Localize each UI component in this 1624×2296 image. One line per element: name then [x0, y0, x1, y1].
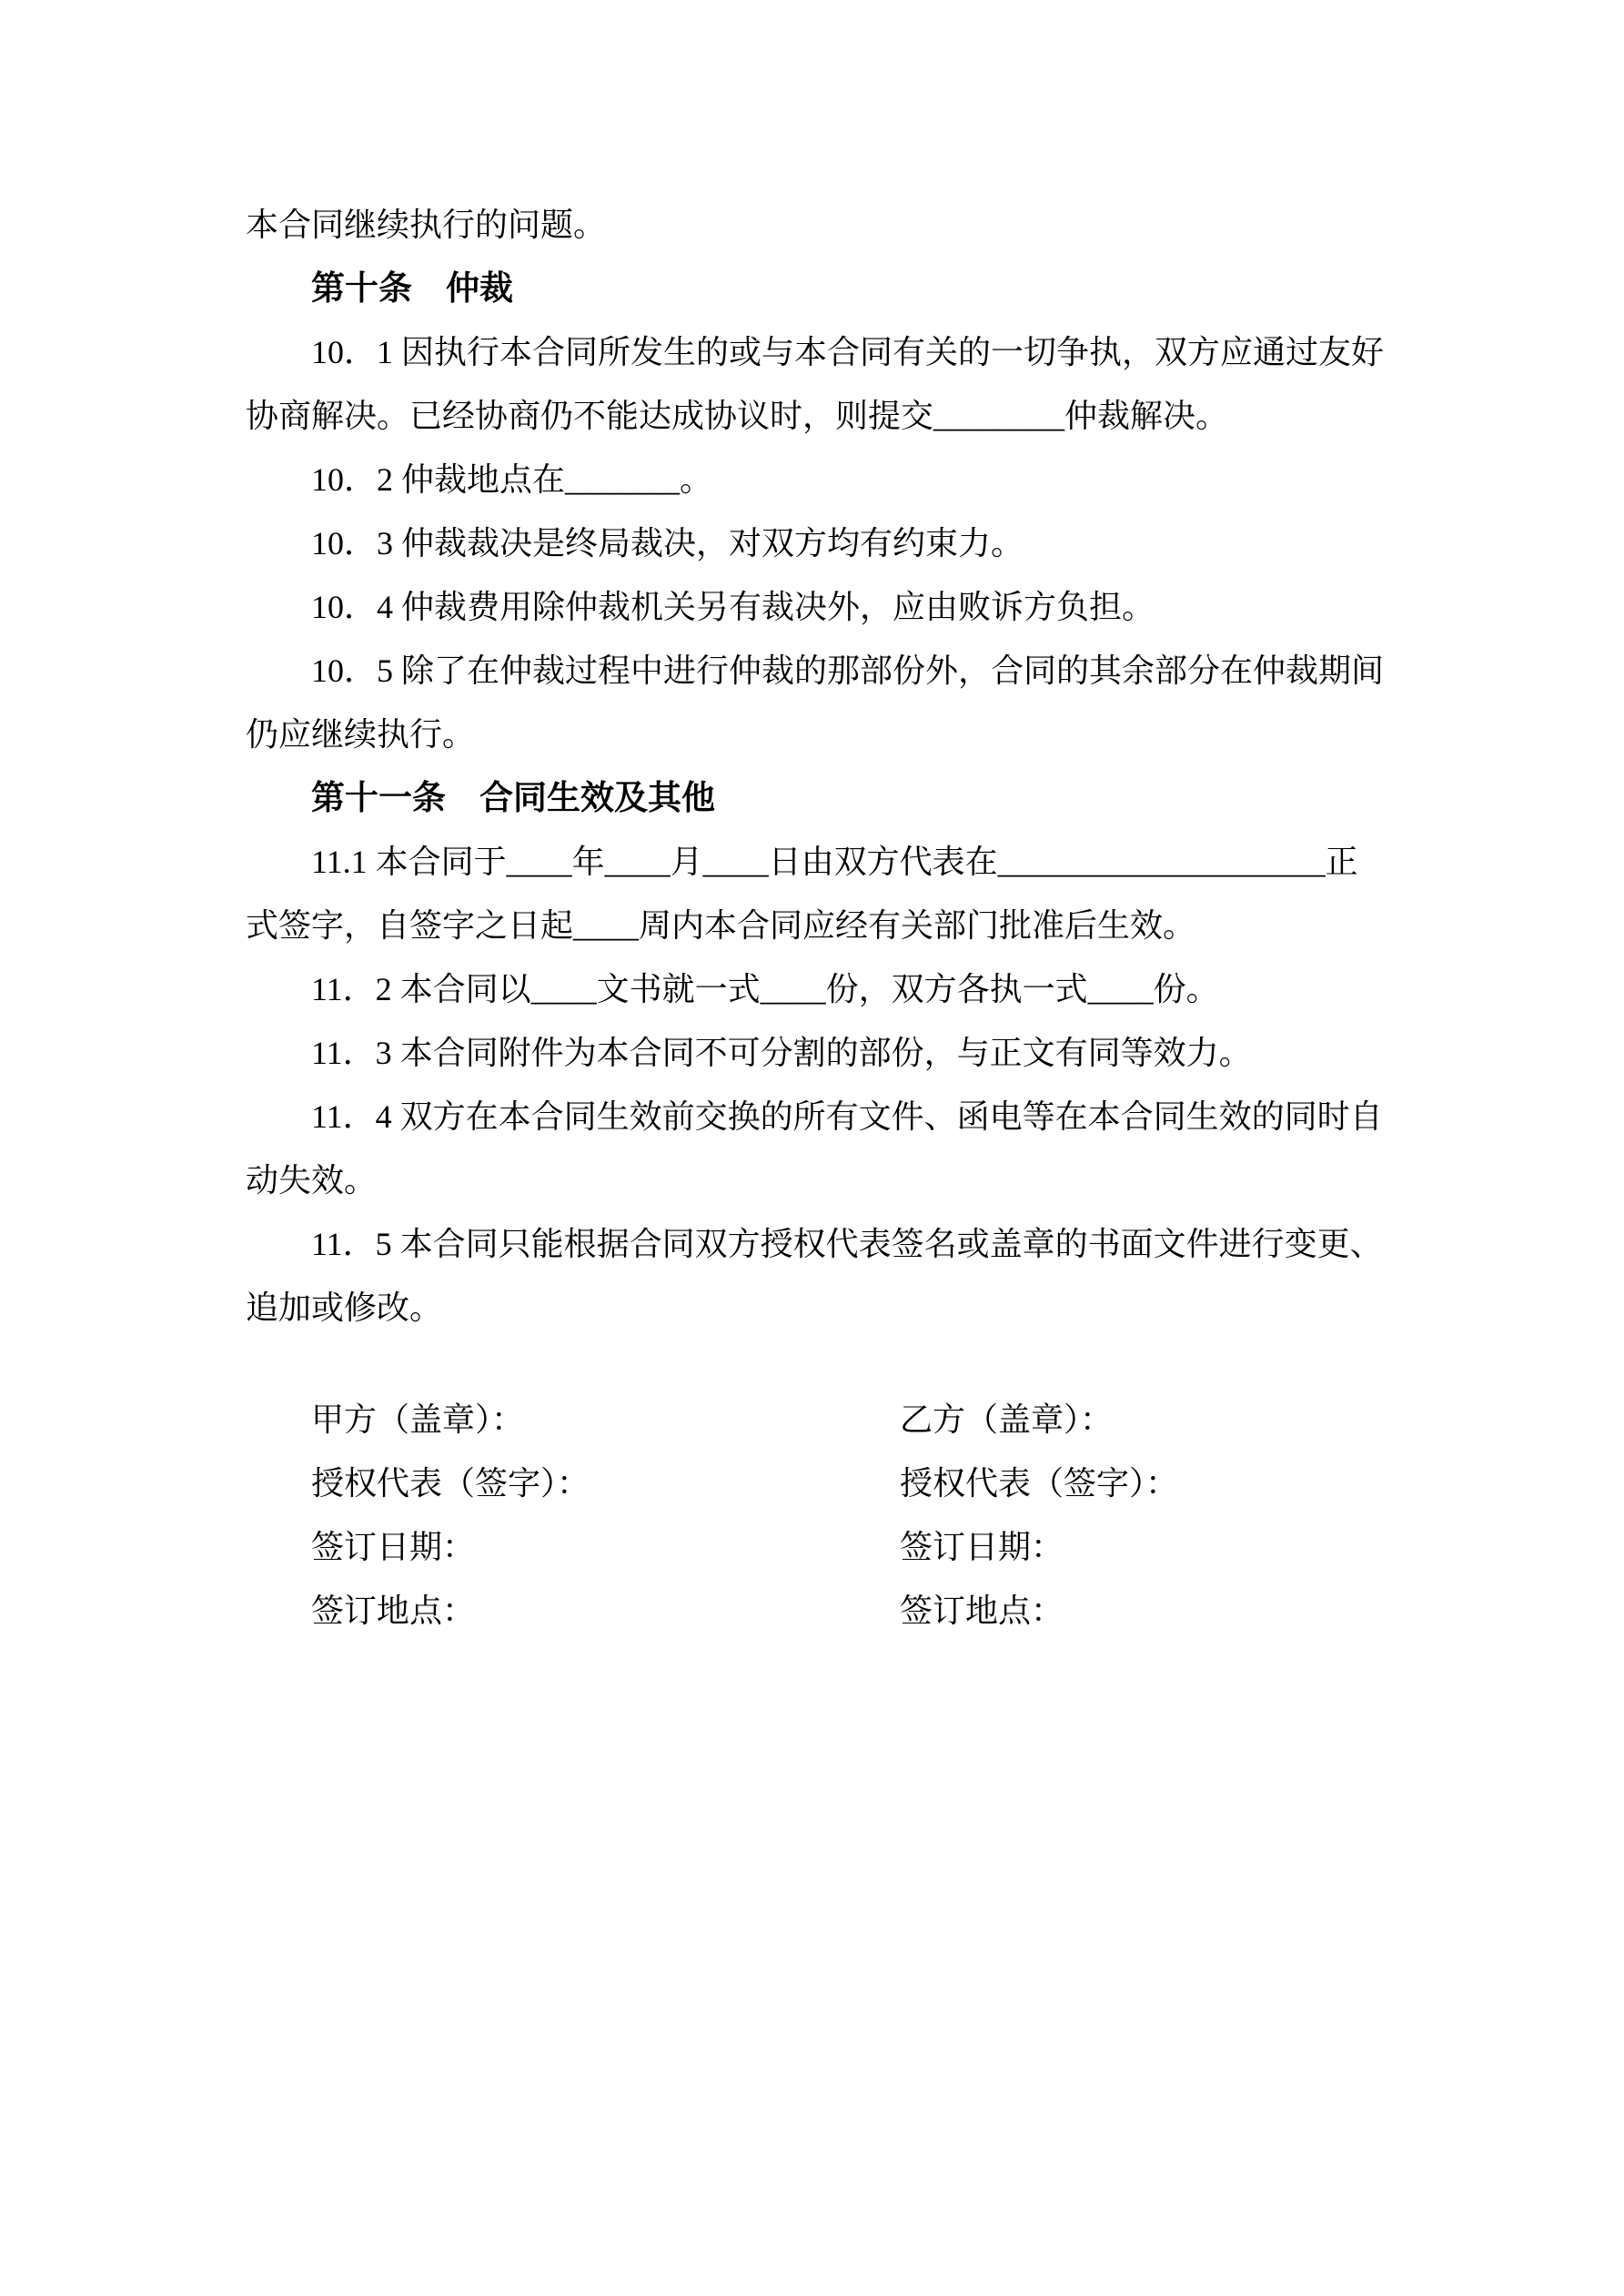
- article-10-heading: 第十条 仲裁: [311, 269, 513, 307]
- party-a-sign-place-label: 签订地点：: [311, 1593, 476, 1629]
- party-a-sign-date-label: 签订日期：: [311, 1529, 476, 1565]
- clause-10-1-line-1: 10．1 因执行本合同所发生的或与本合同有关的一切争执，双方应通过友好: [311, 334, 1385, 370]
- clause-11-5-line-2: 追加或修改。: [246, 1290, 443, 1326]
- clause-11-1-line-2: 式签字，自签字之日起____周内本合同应经有关部门批准后生效。: [246, 907, 1196, 944]
- signature-row-date: [246, 1515, 1383, 1579]
- clause-11-1-line-1: 11.1 本合同于____年____月____日由双方代表在____________________正: [311, 844, 1358, 880]
- party-b-sign-place-label: 签订地点：: [900, 1593, 1064, 1629]
- clause-11-5-line-1: 11．5 本合同只能根据合同双方授权代表签名或盖章的书面文件进行变更、: [311, 1226, 1383, 1262]
- party-b-representative-label: 授权代表（签字）：: [900, 1465, 1179, 1502]
- signature-row-place: [246, 1579, 1383, 1643]
- party-b-seal-label: 乙方（盖章）：: [900, 1401, 1114, 1438]
- clause-10-2: 10．2 仲裁地点在_______。: [311, 461, 713, 498]
- clause-10-4: 10．4 仲裁费用除仲裁机关另有裁决外，应由败诉方负担。: [311, 589, 1155, 625]
- clause-11-2: 11．2 本合同以____文书就一式____份，双方各执一式____份。: [311, 971, 1219, 1007]
- article-11-heading: 第十一条 合同生效及其他: [311, 779, 715, 816]
- clause-11-4-line-1: 11．4 双方在本合同生效前交换的所有文件、函电等在本合同生效的同时自: [311, 1098, 1383, 1135]
- party-a-representative-label: 授权代表（签字）：: [311, 1465, 590, 1502]
- signature-row-seal: [246, 1388, 1383, 1451]
- document-content: [246, 193, 1383, 1643]
- signature-row-representative: [246, 1451, 1383, 1515]
- party-b-sign-date-label: 签订日期：: [900, 1529, 1064, 1565]
- clause-10-1-line-2: 协商解决。已经协商仍不能达成协议时，则提交________仲裁解决。: [246, 398, 1229, 434]
- clause-11-4-line-2: 动失效。: [246, 1162, 378, 1199]
- clause-10-5-line-1: 10．5 除了在仲裁过程中进行仲裁的那部份外，合同的其余部分在仲裁期间: [311, 652, 1385, 689]
- signature-block-spacer: [246, 1340, 1383, 1388]
- continued-text-line: 本合同继续执行的问题。: [246, 207, 607, 243]
- clause-10-5-line-2: 仍应继续执行。: [246, 716, 476, 753]
- clause-11-3: 11．3 本合同附件为本合同不可分割的部份，与正文有同等效力。: [311, 1035, 1252, 1071]
- party-a-seal-label: 甲方（盖章）：: [311, 1401, 525, 1438]
- clause-10-3: 10．3 仲裁裁决是终局裁决，对双方均有约束力。: [311, 525, 1024, 561]
